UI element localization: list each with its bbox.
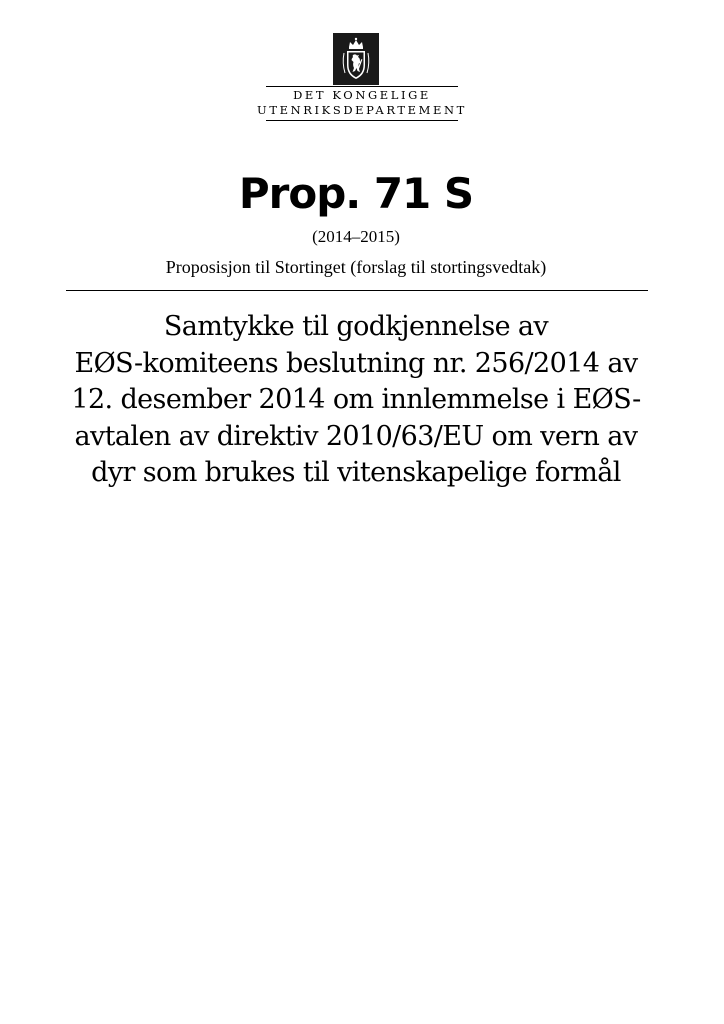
department-name-line2: UTENRIKSDEPARTEMENT [257, 103, 467, 117]
main-title [56, 309, 656, 492]
proposition-title: Prop. 71 S [238, 169, 474, 218]
department-bottom-rule [266, 120, 458, 121]
department-top-rule [266, 86, 458, 87]
main-title-line: EØS-komiteens beslutning nr. 256/2014 av [74, 347, 638, 379]
session-years: (2014–2015) [312, 227, 400, 246]
title-divider [66, 290, 648, 291]
main-title-line: dyr som brukes til vitenskapelige formål [91, 457, 621, 488]
main-title-line: avtalen av direktiv 2010/63/EU om vern av [74, 420, 638, 452]
department-name-line1: DET KONGELIGE [293, 88, 431, 102]
main-title-line: 12. desember 2014 om innlemmelse i EØS- [71, 384, 641, 415]
main-title-line: Samtykke til godkjennelse av [163, 311, 549, 342]
coat-of-arms-icon [333, 33, 379, 85]
proposition-subtitle: Proposisjon til Stortinget (forslag til stortingsvedtak) [165, 257, 547, 277]
